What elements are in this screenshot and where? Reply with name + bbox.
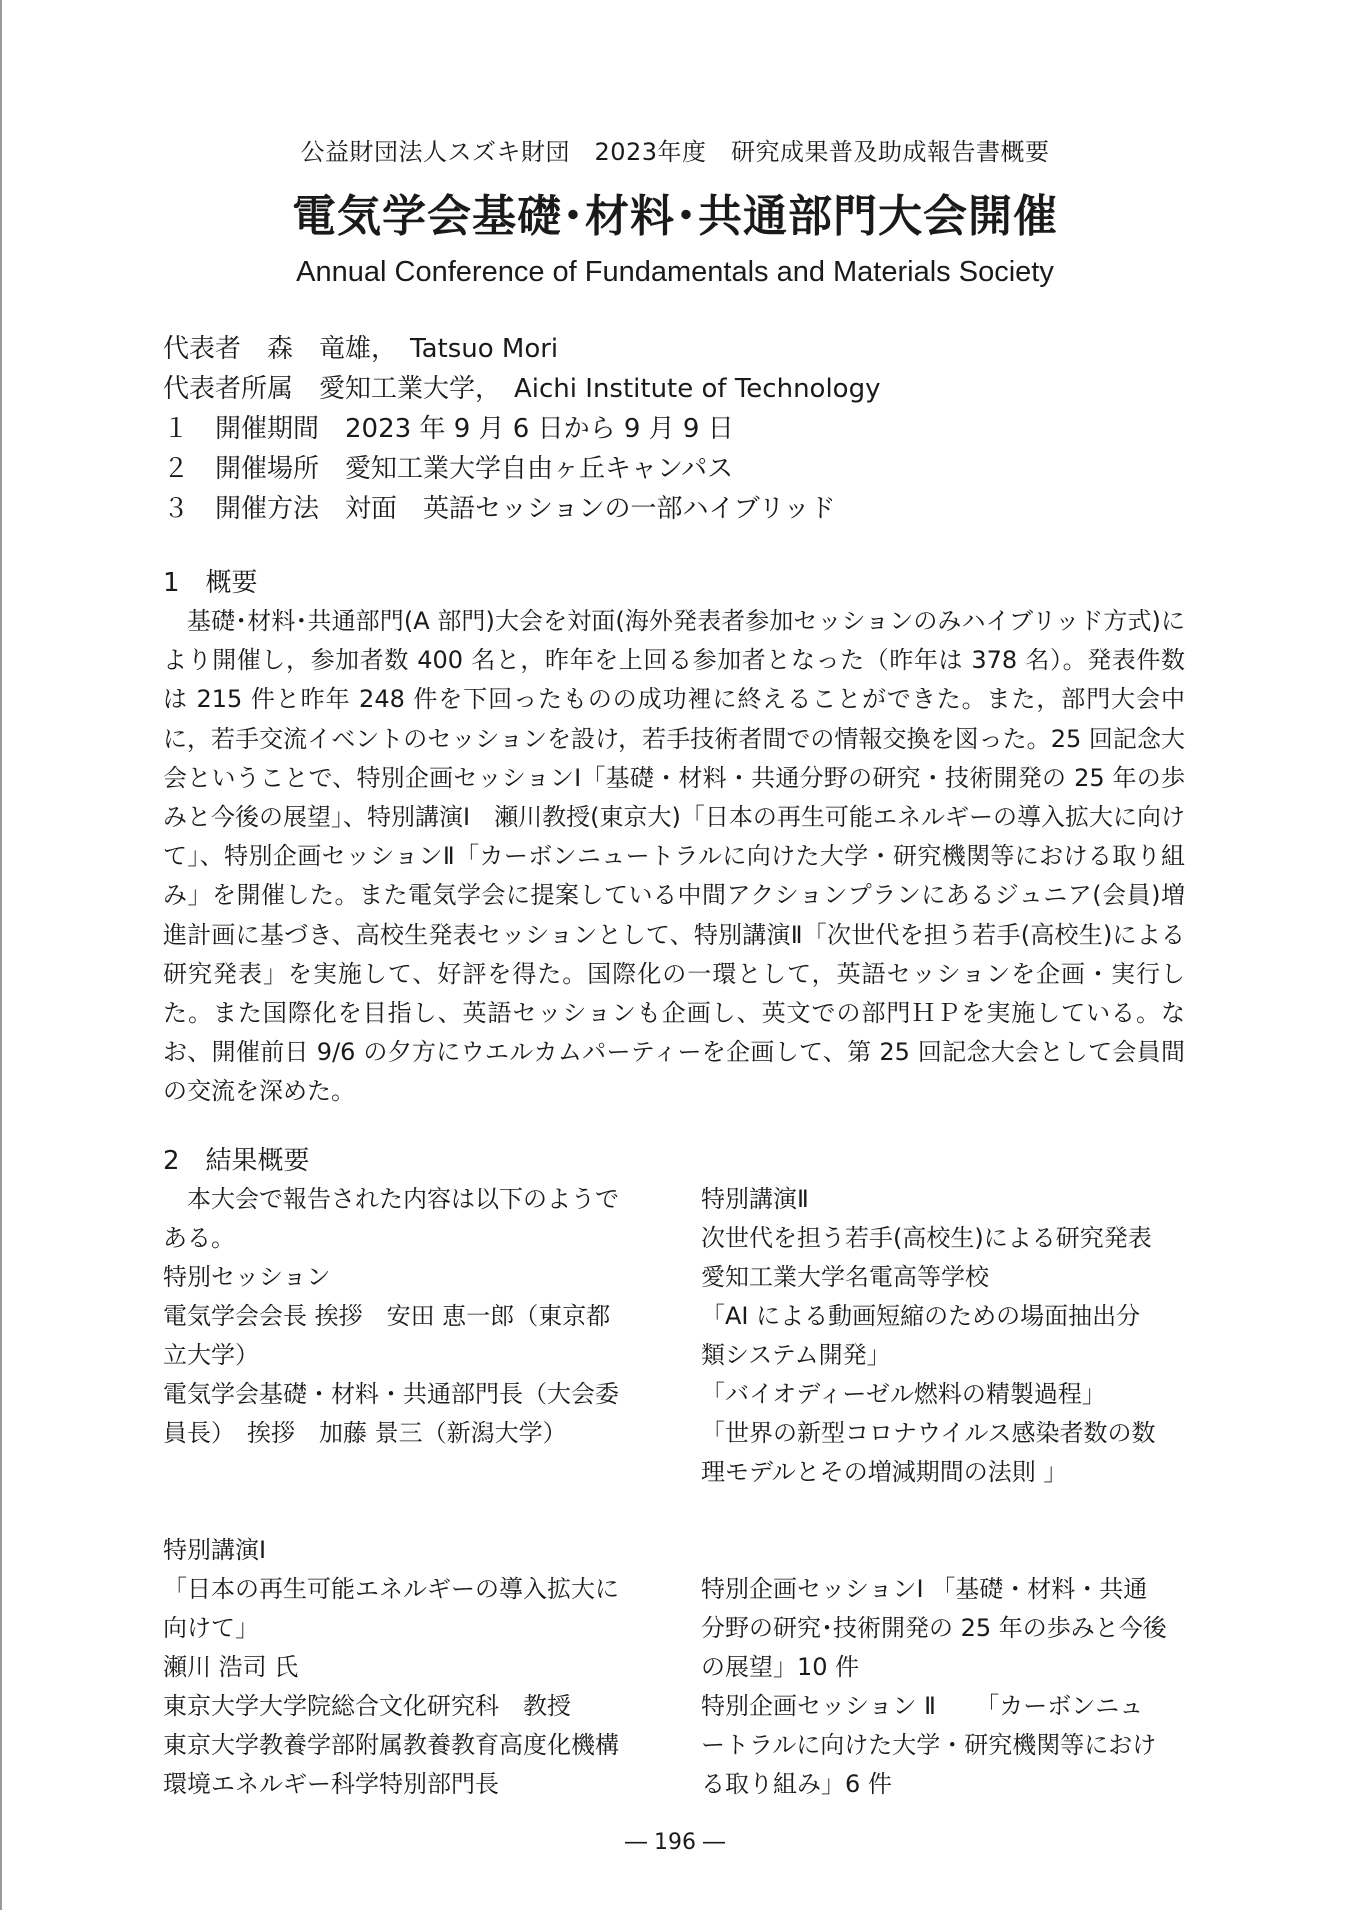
text-line: 理モデルとその増減期間の法則 」 [701,1458,1068,1486]
text-line: の展望」10 件 [701,1653,860,1681]
text-line: ある。 [163,1224,235,1252]
spacer [163,1453,643,1492]
text-line: 次世代を担う若手(高校生)による研究発表 [701,1224,1152,1252]
representative: 代表者 森 竜雄， Tatsuo Mori [163,334,559,364]
text-line: 電気学会会長 挨拶 安田 恵一郎（東京都 [163,1302,611,1330]
page-title: 電気学会基礎･材料･共通部門大会開催 [292,191,1058,242]
text-line: 愛知工業大学名電高等学校 [701,1263,989,1291]
affiliation: 代表者所属 愛知工業大学， Aichi Institute of Technology [163,374,881,404]
spacer [163,1492,643,1531]
meta-item-venue: ２ 開催場所 愛知工業大学自由ヶ丘キャンパス [163,454,734,484]
text-line: 特別講演Ⅰ [163,1536,267,1564]
meta-item-period: １ 開催期間 2023 年 9 月 6 日から 9 月 9 日 [163,414,734,444]
text-line: 「日本の再生可能エネルギーの導入拡大に [163,1575,619,1603]
text-line: 「AI による動画短縮のための場面抽出分 [701,1302,1141,1330]
section-heading-overview: 1 概要 [163,568,258,598]
text-line: 環境エネルギー科学特別部門長 [163,1770,499,1798]
text-line: 東京大学教養学部附属教養教育高度化機構 [163,1731,619,1759]
text-line: る取り組み」6 件 [701,1770,892,1798]
text-line: 類システム開発」 [701,1341,891,1369]
text-line: 「世界の新型コロナウイルス感染者数の数 [701,1419,1156,1447]
text-line: ートラルに向けた大学・研究機関等におけ [701,1731,1157,1759]
text-line: 員長） 挨拶 加藤 景三（新潟大学） [163,1419,567,1447]
text-line: 瀬川 浩司 氏 [163,1653,299,1681]
meta-item-method: ３ 開催方法 対面 英語セッションの一部ハイブリッド [163,494,836,524]
report-series-title: 公益財団法人スズキ財団 2023年度 研究成果普及助成報告書概要 [300,138,1050,166]
text-line: 電気学会基礎・材料・共通部門長（大会委 [163,1380,619,1408]
section-heading-results: 2 結果概要 [163,1146,310,1176]
text-line: 分野の研究･技術開発の 25 年の歩みと今後 [701,1614,1167,1642]
text-line: 向けて」 [163,1614,259,1642]
text-line: 特別講演Ⅱ [701,1185,809,1213]
overview-paragraph: 基礎･材料･共通部門(A 部門)大会を対面(海外発表者参加セッションのみハイブリッド方式)により開催し，参加者数 400 名と，昨年を上回る参加者となった（昨年は 378 名）。発表件数は 215 件と昨年 248 件を下回ったものの成功裡に終えることができた。また，部門大会中に，若手交流イベントのセッションを設け，若手技術者間での情報交換を図った。25 回記念大会ということで、特別企画セッションⅠ「基礎・材料・共通分野の研究・技術開発の 25 年の歩みと今後の展望」、特別講演Ⅰ 瀬川教授(東京大)「日本の再生可能エネルギーの導入拡大に向けて」、特別企画セッションⅡ「カーボンニュートラルに向けた大学・研究機関等における取り組み」を開催した。また電気学会に提案している中間アクションプランにあるジュニア(会員)増進計画に基づき、高校生発表セッションとして、特別講演Ⅱ「次世代を担う若手(高校生)による研究発表」を実施して、好評を得た。国際化の一環として，英語セッションを企画・実行した。また国際化を目指し、英語セッションも企画し、英文での部門ＨＰを実施している。なお、開催前日 9/6 の夕方にウエルカムパーティーを企画して、第 25 回記念大会として会員間の交流を深めた。 [163,607,1185,1106]
text-line: 特別セッション [163,1263,331,1291]
text-line: 立大学） [163,1341,259,1369]
text-line: 東京大学大学院総合文化研究科 教授 [163,1692,571,1720]
english-title: Annual Conference of Fundamentals and Materials Society [296,256,1054,288]
spacer [701,1492,1181,1531]
text-line: 特別企画セッションⅠ 「基礎・材料・共通 [701,1575,1148,1603]
text-line: 「バイオディーゼル燃料の精製過程」 [701,1380,1106,1408]
text-line: 本大会で報告された内容は以下のようで [163,1185,619,1213]
results-left-column [163,1180,643,1804]
page-number: ― 196 ― [625,1830,725,1855]
spacer [701,1531,1181,1570]
text-line: 特別企画セッション Ⅱ 「カーボンニュ [701,1692,1144,1720]
results-right-column [701,1180,1181,1804]
